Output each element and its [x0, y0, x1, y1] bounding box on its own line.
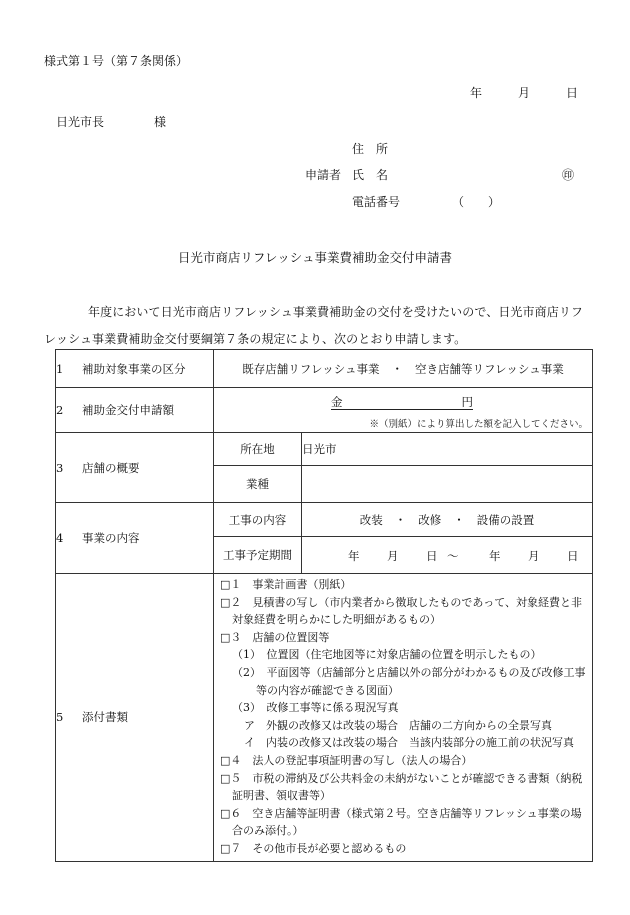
attachment-sub-2: （2） 平面図等（店舗部分と店舗以外の部分がわかるもの及び改修工事 [232, 665, 586, 679]
end-day: 日 [567, 549, 579, 563]
date-year-label: 年 [470, 86, 483, 100]
row-requested-amount [56, 388, 593, 433]
phone-parens: （ ） [452, 195, 501, 209]
attachment-item-3[interactable]: □３ 店舗の位置図等 [220, 630, 330, 644]
attachment-item-2-cont: 対象経費を明らかにした明細があるもの） [232, 613, 441, 627]
attachment-item-2[interactable]: □２ 見積書の写し（市内業者から徴取したものであって、対象経費と非 [220, 595, 583, 609]
option-vacant-store[interactable]: 空き店舗等リフレッシュ事業 [415, 361, 564, 376]
attachment-sub-3a: ア 外観の改修又は改装の場合 店舗の二方向からの全景写真 [244, 718, 552, 732]
attachment-sub-1: （1） 位置図（住宅地図等に対象店舗の位置を明示したもの） [232, 648, 542, 662]
attachment-sub-3b: イ 内装の改修又は改装の場合 当該内装部分の施工前の状況写真 [244, 736, 574, 750]
row4-label-cell [56, 503, 214, 574]
seal-mark: ㊞ [562, 168, 575, 182]
attachment-item-6-cont: 合のみ添付。） [232, 824, 304, 838]
work-separator-2: ・ [453, 512, 465, 527]
row-business-category [56, 350, 593, 388]
body-text: 年度において日光市商店リフレッシュ事業費補助金の交付を受けたいので、日光市商店リフレッシュ事業費補助金交付要綱第７条の規定により、次のとおり申請します。 [44, 305, 584, 346]
attachment-item-5[interactable]: □５ 市税の滞納及び公共料金の未納がないことが確認できる書類（納税 [220, 771, 583, 785]
attachment-sub-2-cont: 等の内容が確認できる図面） [256, 683, 399, 697]
row5-number: 5 [56, 710, 64, 725]
work-option-repair[interactable]: 改修 [418, 512, 442, 527]
applicant-label: 申請者 [305, 168, 342, 182]
work-option-renovation[interactable]: 改装 [359, 512, 383, 527]
row2-amount-cell [214, 388, 593, 433]
row4-label: 事業の内容 [82, 531, 140, 545]
row3-number: 3 [56, 460, 64, 475]
address-label: 住 所 [352, 142, 389, 156]
row2-label: 補助金交付申請額 [82, 403, 174, 417]
row2-label-cell [56, 388, 214, 433]
end-month: 月 [528, 549, 540, 563]
row5-label-cell [56, 574, 214, 862]
date-day-label: 日 [566, 86, 579, 100]
amount-unit: 円 [461, 395, 473, 409]
location-value[interactable]: 日光市 [302, 433, 593, 466]
amount-wrap [214, 388, 592, 432]
row3-label: 店舗の概要 [82, 460, 140, 475]
row1-options [214, 350, 593, 388]
period-tilde: ～ [447, 549, 459, 563]
application-table [55, 349, 593, 862]
work-option-equipment[interactable]: 設備の設置 [476, 512, 535, 527]
addressee-honorific: 様 [154, 115, 167, 129]
business-value[interactable] [302, 466, 593, 503]
row1-label-cell [56, 350, 214, 388]
row-work-content [56, 503, 593, 537]
name-label: 氏 名 [352, 168, 389, 182]
attachments-list [214, 574, 593, 862]
period-cell[interactable] [302, 537, 593, 574]
location-label: 所在地 [214, 433, 302, 466]
work-label: 工事の内容 [214, 503, 302, 537]
addressee-name: 日光市長 [56, 115, 105, 129]
end-year: 年 [489, 549, 501, 563]
amount-field[interactable] [331, 395, 473, 410]
period-line [302, 548, 592, 562]
attachment-item-6[interactable]: □６ 空き店舗等証明書（様式第２号。空き店舗等リフレッシュ事業の場 [220, 806, 582, 820]
option-separator: ・ [391, 361, 403, 376]
business-label: 業種 [214, 466, 302, 503]
option-existing-store[interactable]: 既存店舗リフレッシュ事業 [242, 361, 380, 376]
work-separator-1: ・ [394, 512, 407, 527]
period-label: 工事予定期間 [214, 537, 302, 574]
row-attachments [56, 574, 593, 862]
amount-prefix: 金 [331, 395, 343, 409]
work-options [302, 503, 593, 537]
date-line [0, 84, 630, 100]
attachment-item-5-cont: 証明書、領収書等） [232, 789, 331, 803]
row4-number: 4 [56, 531, 64, 545]
start-month: 月 [387, 549, 399, 563]
row3-label-cell [56, 433, 214, 503]
addressee [56, 113, 167, 130]
attachment-item-4[interactable]: □４ 法人の登記事項証明書の写し（法人の場合） [220, 753, 473, 767]
start-year: 年 [348, 549, 360, 563]
row1-number: 1 [56, 361, 64, 376]
row5-label: 添付書類 [82, 710, 128, 725]
form-number: 様式第１号（第７条関係） [44, 54, 189, 68]
document-title: 日光市商店リフレッシュ事業費補助金交付申請書 [177, 250, 453, 265]
row2-number: 2 [56, 403, 64, 417]
date-month-label: 月 [518, 86, 531, 100]
attachment-sub-3: （3） 改修工事等に係る現況写真 [232, 701, 399, 715]
row1-label: 補助対象事業の区分 [82, 361, 186, 376]
amount-note: ※（別紙）により算出した額を記入してください。 [369, 419, 588, 430]
attachment-item-1[interactable]: □１ 事業計画書（別紙） [220, 578, 352, 591]
phone-label: 電話番号 [352, 195, 401, 209]
start-day: 日 [426, 549, 438, 563]
attachment-item-7[interactable]: □７ その他市長が必要と認めるもの [220, 841, 407, 855]
row-store-location [56, 433, 593, 466]
